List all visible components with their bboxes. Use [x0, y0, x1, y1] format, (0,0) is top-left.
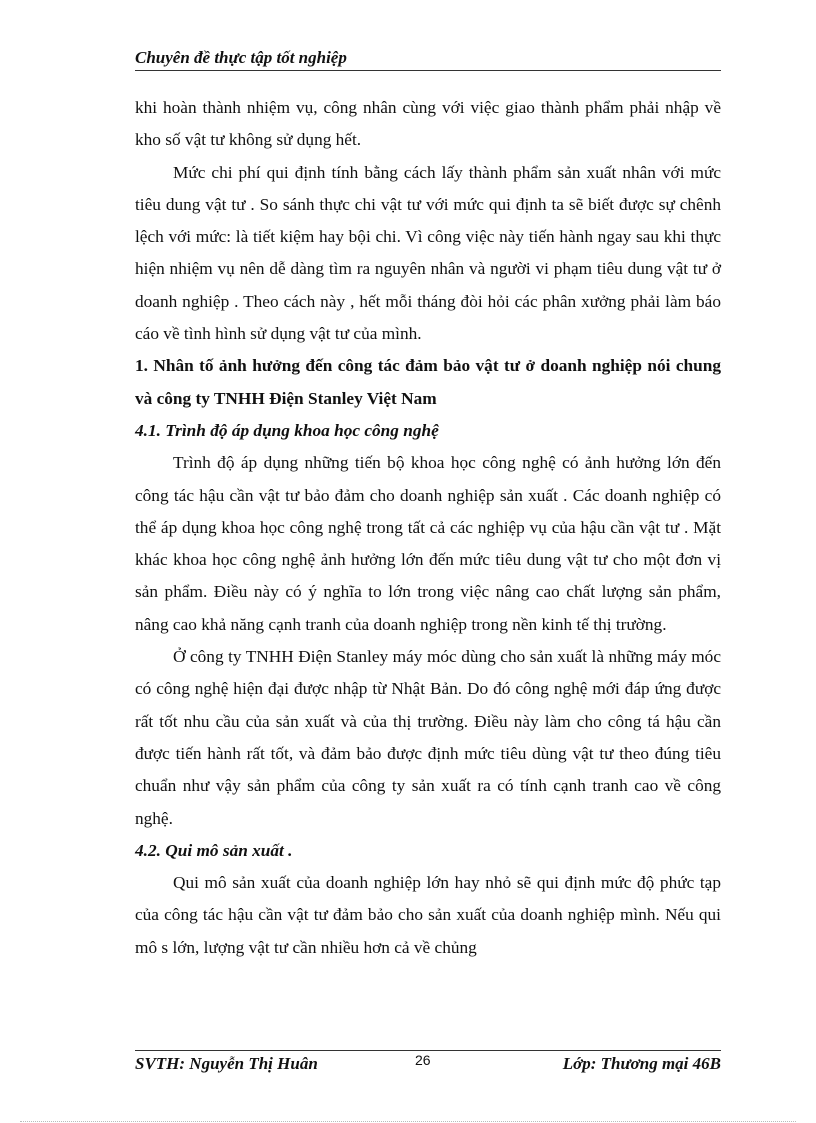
- footer-class: Lớp: Thương mại 46B: [562, 1054, 721, 1073]
- subsection-heading: 4.2. Qui mô sản xuất .: [135, 840, 293, 860]
- paragraph: Trình độ áp dụng những tiến bộ khoa học công nghệ có ảnh hưởng lớn đến công tác hậu cần vật tư bảo đảm cho doanh nghiệp sản xuất . Các doanh nghiệp có thể áp dụng khoa học công nghệ trong tất cả các nghiệp vụ của hậu cần vật tư . Mặt khác khoa học công nghệ ảnh hưởng lớn đến mức tiêu dung vật tư cho một đơn vị sản phẩm. Điều này có ý nghĩa to lớn trong việc nâng cao chất lượng sản phẩm, nâng cao khả năng cạnh tranh của doanh nghiệp trong nền kinh tế thị trường.: [135, 453, 721, 634]
- footer-author: SVTH: Nguyễn Thị Huân: [135, 1054, 318, 1073]
- subsection-heading: 4.1. Trình độ áp dụng khoa học công nghệ: [135, 420, 439, 440]
- paragraph: Mức chi phí qui định tính bằng cách lấy thành phẩm sản xuất nhân với mức tiêu dung vật tư . So sánh thực chi vật tư với mức qui định ta sẽ biết được sự chênh lệch với mức: là tiết kiệm hay bội chi. Vì công việc này tiến hành ngay sau khi thực hiện nhiệm vụ nên dễ dàng tìm ra nguyên nhân và người vi phạm tiêu dung vật tư ở doanh nghiệp . Theo cách này , hết mỗi tháng đòi hỏi các phân xưởng phải làm báo cáo về tình hình sử dụng vật tư của mình.: [135, 162, 721, 344]
- section-heading: 1. Nhân tố ảnh hưởng đến công tác đảm bảo vật tư ở doanh nghiệp nói chung và công ty TNHH Điện Stanley Việt Nam: [135, 356, 721, 408]
- paragraph: khi hoàn thành nhiệm vụ, công nhân cùng với việc giao thành phẩm phải nhập về kho số vật tư không sử dụng hết.: [135, 98, 721, 150]
- paragraph: Ở công ty TNHH Điện Stanley máy móc dùng cho sản xuất là những máy móc có công nghệ hiện đại được nhập từ Nhật Bản. Do đó công nghệ mới đáp ứng được rất tốt nhu cầu của sản xuất và của thị trường. Điều này làm cho công tá hậu cần được tiến hành rất tốt, và đảm bảo được định mức tiêu dùng vật tư theo đúng tiêu chuẩn như vậy sản phẩm của công ty sản xuất ra có tính cạnh tranh cao về công nghệ.: [135, 647, 721, 828]
- document-body: [135, 92, 721, 964]
- page-footer: [135, 1050, 721, 1075]
- page-header: [135, 48, 721, 71]
- page-edge-divider: [20, 1121, 796, 1122]
- page-number: 26: [415, 1052, 431, 1068]
- header-title: Chuyên đề thực tập tốt nghiệp: [135, 48, 347, 67]
- paragraph: Qui mô sản xuất của doanh nghiệp lớn hay nhỏ sẽ qui định mức độ phức tạp của công tác hậu cần vật tư đảm bảo cho sản xuất của doanh nghiệp mình. Nếu qui mô s lớn, lượng vật tư cần nhiều hơn cả về chủng: [135, 873, 721, 957]
